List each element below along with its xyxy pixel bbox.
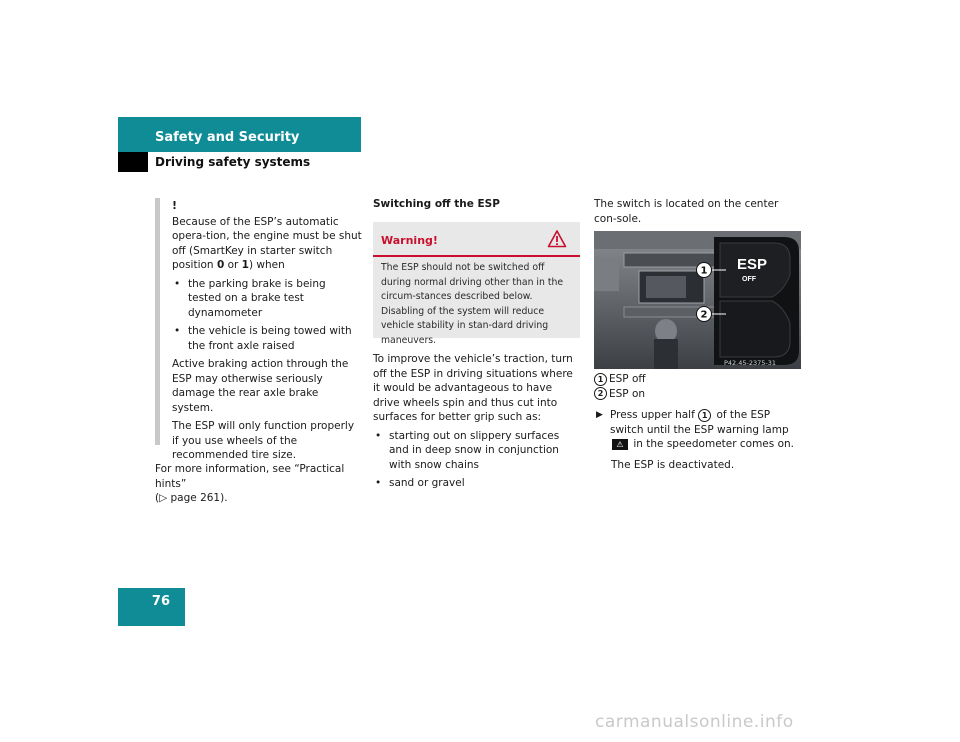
center-console-photo (594, 231, 801, 369)
page-reference-link[interactable]: (▷ page 261). (155, 492, 228, 504)
list-item: • starting out on slippery surfaces and in deep snow in conjunction with snow chains (375, 429, 560, 471)
list-item: • the parking brake is being tested on a brake test dynamometer (174, 277, 326, 319)
watermark: carmanualsonline.info (595, 712, 794, 732)
list-item: • sand or gravel (375, 477, 465, 489)
warning-text: The ESP should not be switched off during normal driving other than in the circum-stances described below. Disabling of the system will reduce vehicle stability in stan-dard driving maneuvers. (381, 262, 564, 346)
instruction-step: ▶ Press upper half 1 of the ESP switch until the ESP warning lamp ⚠ in the speedometer comes on. (596, 409, 794, 450)
legend-item: 2 ESP on (594, 387, 801, 402)
image-reference: P42.45-2375-31 (723, 359, 777, 367)
note-para: The ESP will only function properly if you use wheels of the recommended tire size. (172, 420, 355, 461)
note-intro: Because of the ESP’s automatic opera-tion, the engine must be shut off (SmartKey in starter switch position 0 or 1) when (172, 215, 362, 271)
warning-label: Warning! (381, 234, 438, 247)
esp-switch-label: ESP (737, 256, 768, 273)
result-text: The ESP is deactivated. (611, 459, 735, 471)
location-text: The switch is located on the center con-sole. (594, 198, 779, 225)
warning-triangle-icon (547, 229, 567, 249)
section-title: Safety and Security (155, 130, 300, 145)
svg-text:1: 1 (700, 265, 708, 277)
col2-body (373, 352, 580, 495)
page-number: 76 (151, 594, 170, 609)
legend (594, 372, 801, 401)
list-item: • the vehicle is being towed with the front axle raised (174, 325, 352, 352)
note-mark: ! (172, 199, 178, 212)
note-para: Active braking action through the ESP may otherwise seriously damage the rear axle brake system. (172, 358, 349, 414)
note-sidebar (155, 198, 160, 445)
legend-item: 1 ESP off (594, 372, 801, 387)
note-box (172, 199, 362, 467)
esp-warning-lamp-icon: ⚠ (612, 439, 628, 450)
subsection-title: Driving safety systems (155, 155, 311, 169)
more-info: For more information, see “Practical hints” (▷ page 261). (155, 462, 365, 506)
svg-text:2: 2 (700, 309, 708, 321)
subsection-marker (118, 152, 148, 172)
heading: Switching off the ESP (373, 198, 500, 210)
esp-switch-off-label: OFF (742, 276, 756, 283)
warning-divider (373, 255, 580, 257)
body-text: To improve the vehicle’s traction, turn off the ESP in driving situations where it would be advantageous to have drive wheels spin and thus cut into surfaces for better grip such as: (373, 353, 573, 423)
step-arrow-icon: ▶ (596, 410, 603, 420)
